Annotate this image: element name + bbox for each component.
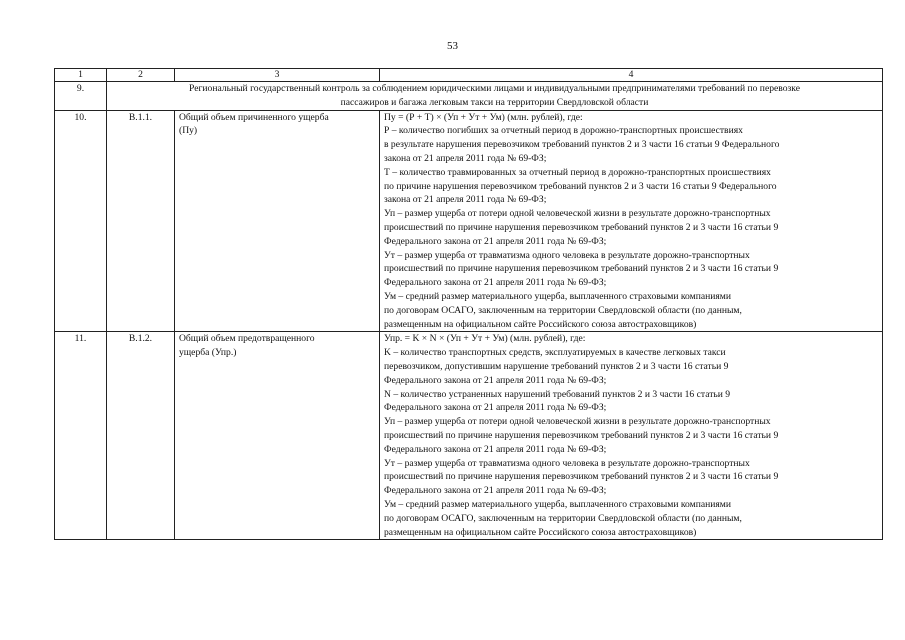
formula-line: размещенным на официальном сайте Российского союза автостраховщиков) xyxy=(384,526,697,538)
formula-line: Уп – размер ущерба от потери одной человеческой жизни в результате дорожно-транспортных xyxy=(384,416,771,428)
row-number: 11. xyxy=(55,332,107,540)
page-number: 53 xyxy=(447,40,458,52)
header-cell: 1 xyxy=(55,69,107,82)
formula-line: происшествий по причине нарушения перевозчиком требований пунктов 2 и 3 части 16 статьи 9 xyxy=(384,221,779,233)
header-cell: 4 xyxy=(380,69,883,82)
formula-line: Федерального закона от 21 апреля 2011 года № 69-ФЗ; xyxy=(384,277,607,289)
formula-line: Упр. = K × N × (Уп + Ут + Ум) (млн. рублей), где: xyxy=(384,333,586,345)
table-header-row xyxy=(55,69,883,82)
indicator-name-line: Общий объем предотвращенного xyxy=(179,333,315,345)
formula-line: K – количество транспортных средств, эксплуатируемых в качестве легковых такси xyxy=(384,347,726,359)
formula-line: Уп – размер ущерба от потери одной человеческой жизни в результате дорожно-транспортных xyxy=(384,208,771,220)
formula-line: по причине нарушения перевозчиком требований пунктов 2 и 3 части 16 статьи 9 Федерального xyxy=(384,180,777,192)
formula-cell xyxy=(380,332,883,540)
formula-line: по договорам ОСАГО, заключенным на территории Свердловской области (по данным, xyxy=(384,512,742,524)
formula-line: по договорам ОСАГО, заключенным на территории Свердловской области (по данным, xyxy=(384,304,742,316)
section-number: 9. xyxy=(55,82,107,111)
formula-cell xyxy=(380,110,883,332)
formula-line: закона от 21 апреля 2011 года № 69-ФЗ; xyxy=(384,152,547,164)
indicator-table xyxy=(54,68,883,540)
indicator-code: В.1.2. xyxy=(107,332,175,540)
header-cell: 3 xyxy=(175,69,380,82)
indicator-name-line: (Пу) xyxy=(179,125,198,137)
formula-line: Федерального закона от 21 апреля 2011 года № 69-ФЗ; xyxy=(384,402,607,414)
row-number: 10. xyxy=(55,110,107,332)
section-title-line: Региональный государственный контроль за соблюдением юридическими лицами и индивидуальными предпринимателями требований по перевозке xyxy=(189,83,800,94)
formula-line: Ут – размер ущерба от травматизма одного человека в результате дорожно-транспортных xyxy=(384,249,750,261)
formula-line: Ум – средний размер материального ущерба, выплаченного страховыми компаниями xyxy=(384,290,731,302)
formula-line: Федерального закона от 21 апреля 2011 года № 69-ФЗ; xyxy=(384,235,607,247)
indicator-name xyxy=(175,110,380,332)
formula-line: перевозчиком, допустившим нарушение требований пунктов 2 и 3 части 16 статьи 9 xyxy=(384,360,729,372)
formula-line: Пу = (Р + Т) × (Уп + Ут + Ум) (млн. рублей), где: xyxy=(384,111,583,123)
section-title-line: пассажиров и багажа легковым такси на территории Свердловской области xyxy=(340,96,649,108)
indicator-name-line: ущерба (Упр.) xyxy=(179,347,237,359)
indicator-code: В.1.1. xyxy=(107,110,175,332)
formula-line: происшествий по причине нарушения перевозчиком требований пунктов 2 и 3 части 16 статьи 9 xyxy=(384,471,779,483)
formula-line: Ут – размер ущерба от травматизма одного человека в результате дорожно-транспортных xyxy=(384,457,750,469)
formula-line: N – количество устраненных нарушений требований пунктов 2 и 3 части 16 статьи 9 xyxy=(384,388,731,400)
formula-line: происшествий по причине нарушения перевозчиком требований пунктов 2 и 3 части 16 статьи 9 xyxy=(384,429,779,441)
formula-line: Р – количество погибших за отчетный период в дорожно-транспортных происшествиях xyxy=(384,125,743,137)
header-cell: 2 xyxy=(107,69,175,82)
formula-line: Федерального закона от 21 апреля 2011 года № 69-ФЗ; xyxy=(384,485,607,497)
formula-line: Ум – средний размер материального ущерба, выплаченного страховыми компаниями xyxy=(384,498,731,510)
formula-line: Федерального закона от 21 апреля 2011 года № 69-ФЗ; xyxy=(384,443,607,455)
section-title xyxy=(107,82,883,111)
formula-line: Т – количество травмированных за отчетный период в дорожно-транспортных происшествиях xyxy=(384,166,771,178)
formula-line: происшествий по причине нарушения перевозчиком требований пунктов 2 и 3 части 16 статьи 9 xyxy=(384,263,779,275)
formula-line: в результате нарушения перевозчиком требований пунктов 2 и 3 части 16 статьи 9 Федерального xyxy=(384,139,780,151)
indicator-name xyxy=(175,332,380,540)
formula-line: закона от 21 апреля 2011 года № 69-ФЗ; xyxy=(384,194,547,206)
indicator-name-line: Общий объем причиненного ущерба xyxy=(179,111,329,123)
table-row xyxy=(55,332,883,540)
table-row xyxy=(55,110,883,332)
section-row xyxy=(55,82,883,111)
formula-line: Федерального закона от 21 апреля 2011 года № 69-ФЗ; xyxy=(384,374,607,386)
formula-line: размещенным на официальном сайте Российского союза автостраховщиков) xyxy=(384,318,697,330)
